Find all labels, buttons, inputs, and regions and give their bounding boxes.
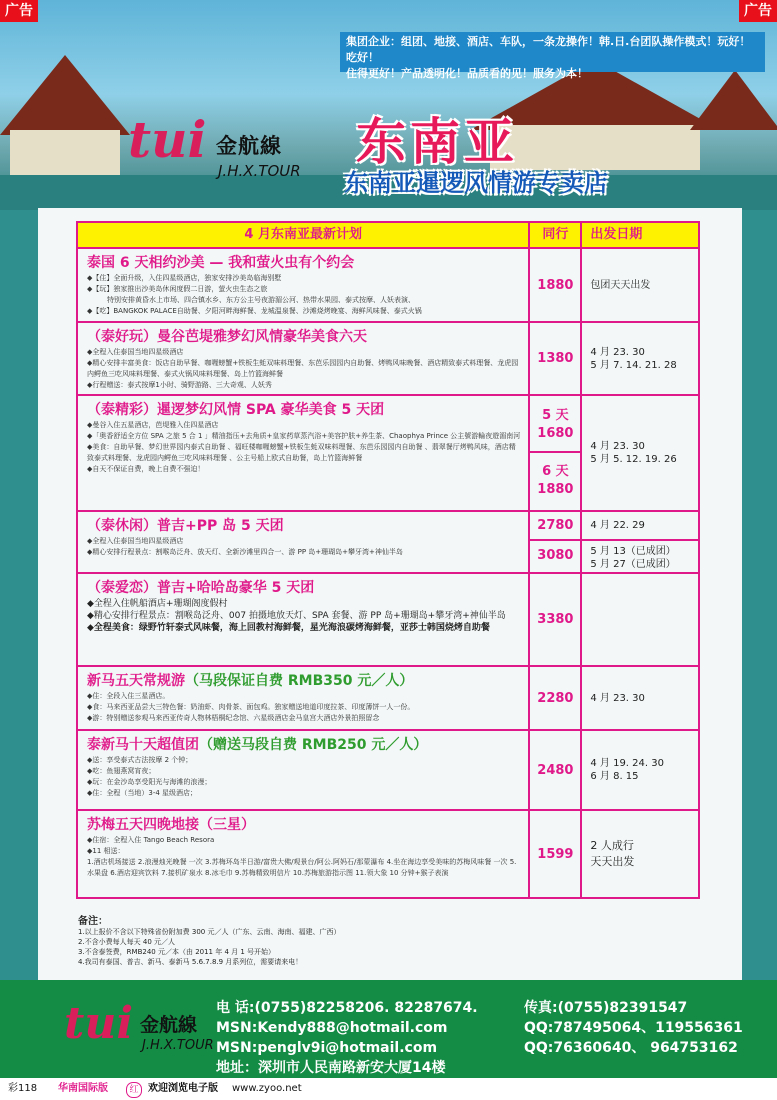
tour-title: 泰新马十天超值团（赠送马段自费 RMB250 元／人）: [87, 737, 428, 753]
table-row: [77, 395, 699, 511]
temple-roof-left: [0, 55, 130, 135]
header-plan: 4 月东南亚最新计划: [77, 222, 529, 248]
slogan-line-2: 住得更好！产品透明化！品质看的见！服务为本！: [346, 67, 588, 80]
price-option-label: 5 天: [542, 408, 569, 423]
price-option-value: 2780: [530, 513, 580, 541]
tour-detail: ◆精心安排行程景点：割喉岛泛舟、放天灯、全新沙滩里四合一、游 PP 岛+珊瑚岛+攀牙湾+神仙半岛: [87, 548, 403, 556]
tour-title: 新马五天常规游（马段保证自费 RMB350 元／人）: [87, 673, 414, 689]
logo-mark: tui: [64, 998, 134, 1049]
price-option-value: 3080: [537, 548, 574, 563]
tour-title: （泰爱恋）普吉+哈哈岛豪华 5 天团: [87, 580, 315, 596]
table-row: [77, 511, 699, 573]
tour-title: 泰国 6 天相约沙美 — 我和萤火虫有个约会: [87, 255, 355, 271]
page-number: 彩118: [8, 1083, 38, 1094]
tour-detail: ◆美食：自助早餐、梦幻世界园内泰式自助餐 、福旺楼咖喱螃蟹+铁板生蚝双味料理餐、东芭乐园园内自助餐 、翡翠餐厅烤鸭风味，酒店精致泰式料理餐、龙虎园内鳄鱼三吃风味料理餐 、公主号船上欧式自助餐，岛上竹篮海鲜餐: [87, 443, 516, 462]
price-option-value: 1880: [537, 482, 574, 497]
contact-block: [216, 998, 743, 1078]
contact-fax: 传真:(0755)82391547: [524, 1000, 688, 1016]
tour-price-options: [529, 511, 581, 573]
table-row: [77, 666, 699, 730]
section-name: 华南国际版: [58, 1083, 108, 1094]
tour-description: [77, 666, 529, 730]
tour-price: 1380: [529, 322, 581, 395]
contact-phone: 电 话:(0755)82258206. 82287674.: [216, 1000, 478, 1016]
slogan-line-1: 集团企业：组团、地接、酒店、车队，一条龙操作！韩.日.台团队操作模式！玩好！吃好！: [346, 35, 751, 64]
table-row: [77, 322, 699, 395]
site-link[interactable]: www.zyoo.net: [232, 1083, 302, 1094]
tour-detail: ◆吃：鱼翅燕窝宵夜；: [87, 767, 156, 775]
tour-price-options: [529, 395, 581, 511]
tour-price: 2280: [529, 666, 581, 730]
table-row: [77, 248, 699, 322]
tour-dates: 4 月 22. 29 5 月 13（已成团） 5 月 27（已成团）: [581, 511, 699, 573]
page-subtitle: 东南亚暹逻风情游专卖店: [344, 169, 608, 197]
bottom-bar: [0, 1078, 777, 1100]
tour-detail: ◆全程入住帆船酒店+珊瑚阁度假村: [87, 599, 228, 609]
tour-dates: 4 月 23. 30 5 月 5. 12. 19. 26: [581, 395, 699, 511]
tour-description: [77, 511, 529, 573]
tour-dates: 4 月 23. 30 5 月 7. 14. 21. 28: [581, 322, 699, 395]
contact-msn-2: MSN:penglv9i@hotmail.com: [216, 1040, 438, 1056]
ad-label-right: 广告: [739, 0, 777, 22]
tour-dates: 包团天天出发: [581, 248, 699, 322]
tour-price: 1599: [529, 810, 581, 898]
tour-detail: 特别安排黄昏水上市场、四合镇水乡、东方公主号夜游湄公河、热带水果园、泰式按摩、人妖表演、: [107, 296, 415, 304]
brand-name-cn: 金航線: [140, 1014, 198, 1036]
contact-qq-1: QQ:787495064、119556361: [524, 1020, 743, 1036]
table-header-row: [77, 222, 699, 248]
tour-title: （泰好玩）曼谷芭堤雅梦幻风情豪华美食六天: [87, 329, 367, 345]
tour-detail: ◆游：特别赠送参观马来西亚传奇人物林梧桐纪念馆、六星级酒店金马皇宫大酒店外景拍照留念: [87, 714, 380, 722]
tour-detail: ◆送：享受泰式古法按摩 2 个钟；: [87, 756, 193, 764]
logo-mark: tui: [128, 110, 207, 169]
tour-detail: ◆精心安排丰富美食：饭店自助早餐、咖喱螃蟹+铁板生蚝双味料理餐、东芭乐园园内自助餐、烤鸭风味晚餐、酒店精致泰式料理餐、龙虎园内鳄鱼三吃风味料理餐、泰式火锅风味料理餐、岛上竹篮海鲜餐: [87, 359, 519, 378]
tour-description: [77, 730, 529, 810]
tour-detail: ◆全程入住泰国当地四星级酒店: [87, 537, 184, 545]
slogan-box: [340, 32, 765, 80]
tour-detail: ◆自天不保证自费，晚上自费不强迫！: [87, 465, 205, 473]
tour-detail: ◆住：全程（当地）3-4 星级酒店；: [87, 789, 198, 797]
tour-detail: ◆全程入住泰国当地四星级酒店: [87, 348, 184, 356]
tour-table: [76, 221, 700, 899]
note-line: 2.不含小费每人每天 40 元／人: [78, 938, 176, 946]
tour-price: 3380: [529, 573, 581, 666]
table-row: [77, 573, 699, 666]
price-option-label: 6 天: [542, 464, 569, 479]
tour-title: 苏梅五天四晚地接（三星）: [87, 817, 255, 833]
note-line: 4.我司有泰国、普吉、新马、泰新马 5.6.7.8.9 月系列位，需要请来电！: [78, 958, 303, 966]
price-option-value: 1680: [537, 426, 574, 441]
contact-qq-2: QQ:76360640、 964753162: [524, 1040, 738, 1056]
tour-detail: ◆全程美食：绿野竹轩泰式风味餐，海上回教村海鲜餐，星光海浪碳烤海鲜餐，亚莎士韩国烧烤自助餐: [87, 623, 490, 633]
notes-section: [78, 912, 698, 967]
tour-detail: ◆【玩】独家推出沙美岛休闲度假二日游，萤火虫生态之旅: [87, 285, 268, 293]
table-row: [77, 730, 699, 810]
tour-detail: ◆玩：在金沙岛享受阳光与海滩的浪漫；: [87, 778, 212, 786]
contact-footer: [0, 980, 777, 1078]
header-banner: [0, 0, 777, 210]
tour-detail: 1.酒店机场接送 2.浪漫烛光晚餐 一次 3.苏梅环岛半日游/富贵大佛/观景台/阿公.阿妈石/那蒙瀑布 4.坐在海边享受美味的苏梅风味餐 一次 5.水果盘 6.酒店迎宾饮料 7.接机矿泉水 8.冰毛巾 9.苏梅精致明信片 10.苏梅旅游指示图 11.领大象 10 分钟+猴子表演: [87, 858, 517, 877]
tour-description: [77, 395, 529, 511]
tour-detail: ◆行程赠送：泰式按摩1小时、骑野游路、三大奇观、人妖秀: [87, 381, 272, 389]
page-title: 东南亚: [356, 113, 518, 171]
ebook-note: 欢迎浏览电子版: [148, 1083, 218, 1094]
tour-price: 2480: [529, 730, 581, 810]
header-price: 同行: [529, 222, 581, 248]
table-row: [77, 810, 699, 898]
header-dates: 出发日期: [581, 222, 699, 248]
tour-detail: ◆住：全段入住三星酒店。: [87, 692, 170, 700]
notes-heading: 备注：: [78, 916, 108, 927]
tour-dates: 4 月 19. 24. 30 6 月 8. 15: [581, 730, 699, 810]
brand-name-en: J.H.X.TOUR: [142, 1038, 214, 1053]
tour-dates: 2 人成行 天天出发: [581, 810, 699, 898]
tour-detail: ◆【吃】BANGKOK PALACE自助餐、夕阳河畔海鲜餐、龙城温泉餐、沙滩烧烤晚宴、海鲜风味餐、泰式火锅: [87, 307, 422, 315]
tour-detail: ◆【住】全面升级，入住四星级酒店，独家安排沙美岛临海别墅: [87, 274, 282, 282]
contact-msn-1: MSN:Kendy888@hotmail.com: [216, 1020, 448, 1036]
tour-detail: ◆食：马来西亚品尝大三特色餐：奶油虾、肉骨茶、面包鸡。独家赠送地道印度拉茶、印度薄饼一人一份。: [87, 703, 415, 711]
section-badge: 红: [126, 1082, 142, 1098]
note-line: 1.以上报价不含以下特殊省份附加费 300 元／人（广东、云南、海南、福建、广西）: [78, 928, 341, 936]
tour-detail: ◆曼谷入住五星酒店，芭堤雅入住四星酒店: [87, 421, 219, 429]
tour-title: （泰精彩）暹逻梦幻风情 SPA 豪华美食 5 天团: [87, 402, 385, 418]
tour-price: 1880: [529, 248, 581, 322]
ad-label-left: 广告: [0, 0, 38, 22]
tour-title: （泰休闲）普吉+PP 岛 5 天团: [87, 518, 284, 534]
tour-description: [77, 248, 529, 322]
tour-dates: 4 月 23. 30: [581, 666, 699, 730]
tour-description: [77, 322, 529, 395]
tour-detail: ◆11 相送：: [87, 847, 125, 855]
tour-description: [77, 810, 529, 898]
brand-logo: [128, 110, 328, 190]
tour-detail: ◆精心安排行程景点：割喉岛泛舟、007 拍摄地放天灯、SPA 套餐、游 PP 岛+珊瑚岛+攀牙湾+神仙半岛: [87, 611, 506, 621]
brand-name-en: J.H.X.TOUR: [218, 162, 301, 180]
contact-address: 地址：深圳市人民南路新安大厦14楼: [216, 1060, 446, 1076]
tour-detail: ◆「奥香舒适全方位 SPA 之旅 5 合 1 」精油指压+去角质+皇家药草蒸汽浴+美容护肤+养生茶、Chaophya Prince 公主號游輪夜遊湄南河: [87, 432, 521, 440]
brand-name-cn: 金航線: [216, 134, 282, 158]
tour-description: [77, 573, 529, 666]
note-line: 3.不含泰签费，RMB240 元／本（由 2011 年 4 月 1 号开始）: [78, 948, 276, 956]
tour-dates: [581, 573, 699, 666]
tour-detail: ◆住宿：全程入住 Tango Beach Resora: [87, 836, 215, 844]
